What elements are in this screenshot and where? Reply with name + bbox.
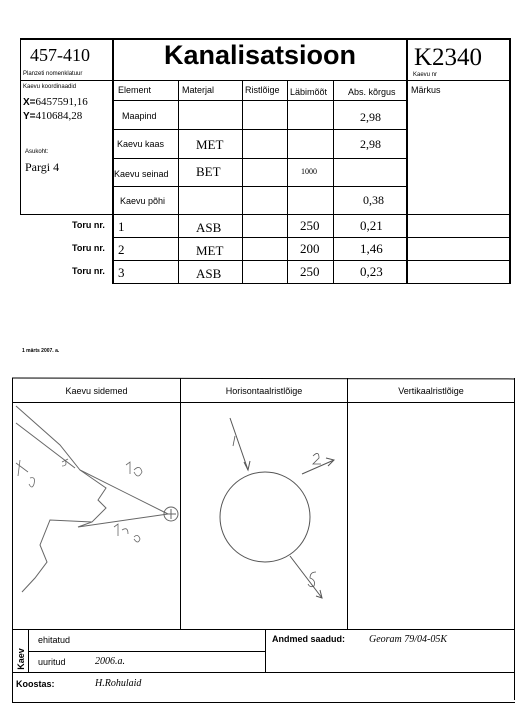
pipe-material: MET <box>196 243 224 258</box>
row-element: Kaevu seinad <box>114 169 169 179</box>
pipe-diameter: 200 <box>300 241 320 256</box>
built-label: ehitatud <box>38 635 71 645</box>
document-date: 1 märts 2007. a. <box>22 348 60 354</box>
map-code-label: Planzeti nomenklatuur <box>23 71 83 77</box>
well-number-label: Kaevu nr <box>413 72 438 78</box>
row-element: Kaevu põhi <box>120 196 166 206</box>
pipe-number: 2 <box>118 242 125 257</box>
pipe-label: Toru nr. <box>72 220 105 230</box>
well-number: K2340 <box>414 44 483 71</box>
page-title: Kanalisatsioon <box>163 40 357 70</box>
compiled-value: H.Rohulaid <box>95 678 142 689</box>
surveyed-value: 2006.a. <box>95 656 125 667</box>
footer-side-label: Kaev <box>16 648 26 670</box>
col-notes: Märkus <box>411 85 441 95</box>
pipe-material: ASB <box>196 266 222 281</box>
col-element: Element <box>118 85 152 95</box>
location-value: Pargi 4 <box>25 160 60 174</box>
pipe-height: 1,46 <box>360 241 383 256</box>
coord-y-value: 410684,28 <box>35 110 83 122</box>
row-material: BET <box>196 164 221 179</box>
header-well-links: Kaevu sidemed <box>65 386 128 396</box>
row-material: MET <box>196 137 224 152</box>
row-height: 0,38 <box>363 193 384 207</box>
compiled-label: Koostas: <box>16 679 55 689</box>
row-element: Maapind <box>122 111 157 121</box>
coord-x-label: X= <box>23 97 36 108</box>
horizontal-section-sketch <box>220 418 334 598</box>
pipe-number: 3 <box>118 265 125 280</box>
row-height: 2,98 <box>360 137 381 151</box>
header-vertical-section: Vertikaalristlõige <box>398 386 464 396</box>
pipe-material: ASB <box>196 220 222 235</box>
pipe-label: Toru nr. <box>72 266 105 276</box>
row-element: Kaevu kaas <box>117 139 165 149</box>
well-links-sketch <box>16 406 178 592</box>
pipe-height: 0,21 <box>360 218 383 233</box>
coord-y-label: Y= <box>23 111 36 122</box>
header-horizontal-section: Horisontaalristlõige <box>225 386 303 396</box>
map-code: 457-410 <box>30 45 90 65</box>
col-material: Materjal <box>182 85 215 95</box>
surveyed-label: uuritud <box>38 657 66 667</box>
data-source-value: Georam 79/04-05K <box>369 634 448 645</box>
row-diameter: 1000 <box>301 167 317 176</box>
location-label: Asukoht: <box>25 149 49 155</box>
data-source-label: Andmed saadud: <box>272 634 346 644</box>
col-abs-height: Abs. kõrgus <box>348 87 396 97</box>
pipe-diameter: 250 <box>300 264 320 279</box>
coords-label: Kaevu koordinaadid <box>23 84 77 90</box>
col-diameter: Läbimõõt <box>290 87 328 97</box>
pipe-label: Toru nr. <box>72 243 105 253</box>
coord-x-value: 6457591,16 <box>35 96 88 108</box>
pipe-height: 0,23 <box>360 264 383 279</box>
row-height: 2,98 <box>360 110 381 124</box>
col-cross-section: Ristlõige <box>245 85 280 95</box>
pipe-number: 1 <box>118 219 125 234</box>
pipe-diameter: 250 <box>300 218 320 233</box>
